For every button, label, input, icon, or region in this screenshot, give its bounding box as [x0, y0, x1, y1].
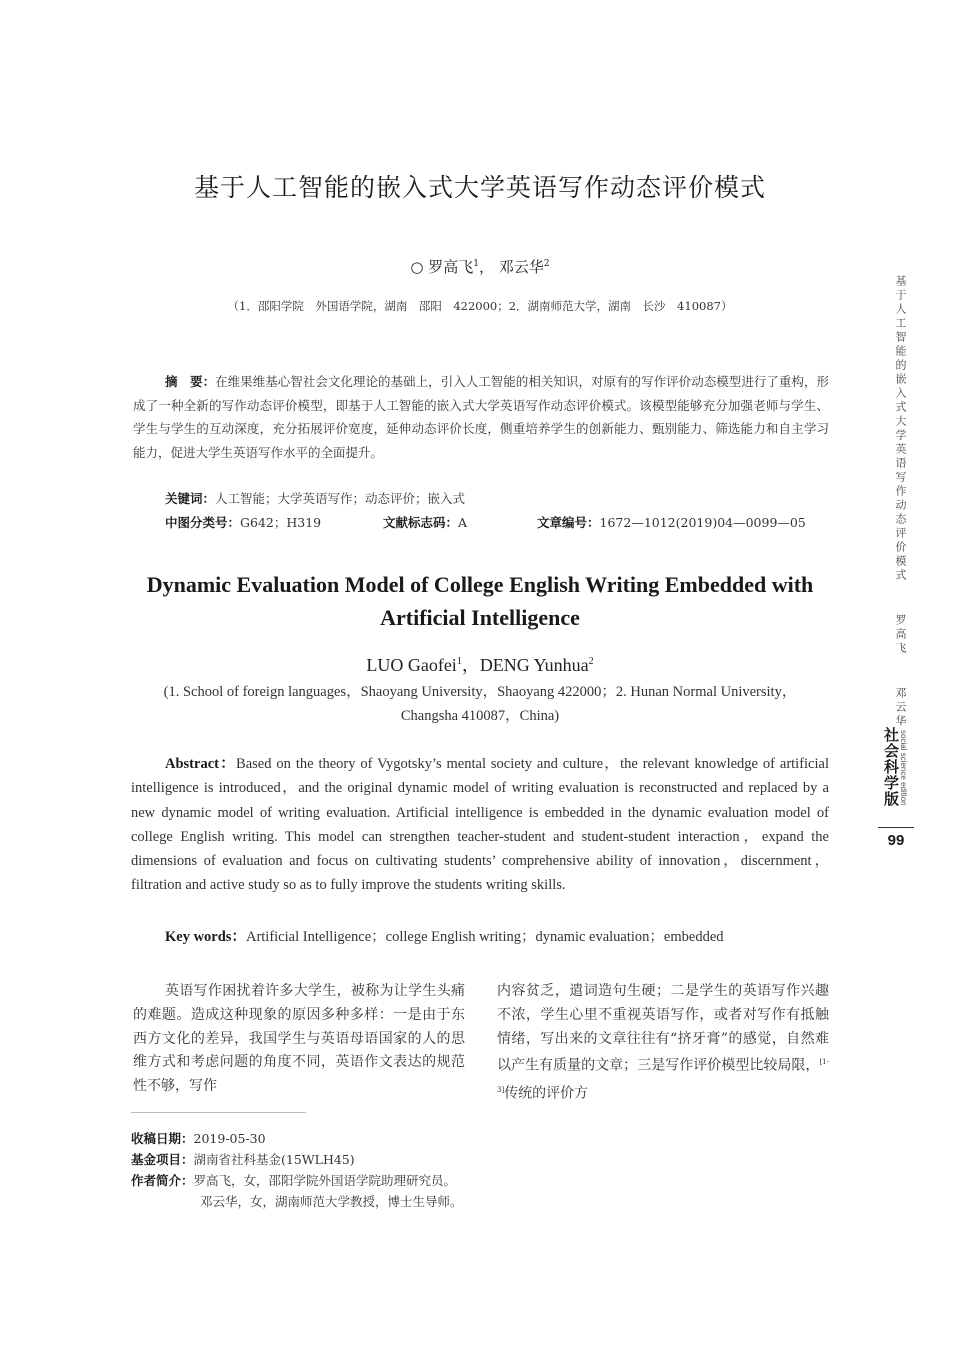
running-author-1: 罗高飞: [894, 614, 907, 656]
journal-name: 社会科学版: [882, 727, 900, 807]
fund-project: 基金项目：湖南省社科基金(15WLH45): [131, 1152, 355, 1167]
footnote-divider: [131, 1112, 306, 1113]
chinese-abstract: [133, 370, 829, 464]
keywords-text-cn: 人工智能；大学英语写作；动态评价；嵌入式: [215, 491, 466, 506]
abstract-label-cn: 摘 要：: [165, 374, 216, 389]
author-2-sup: 2: [543, 259, 550, 269]
author-1-en: LUO Gaofei: [366, 655, 457, 675]
body-column-right: [497, 980, 829, 1106]
english-authors: [0, 651, 960, 677]
author-en-sep: ，: [461, 655, 480, 675]
author-2-en: DENG Yunhua: [479, 655, 589, 675]
abstract-text-en: Based on the theory of Vygotsky’s mental society and culture，the relevant knowledge of artificial intelligence is introduced，and the original dynamic model of writing evaluation is reconstructed and replaced by a new dynamic model of writing evaluation. Artificial intelligence is embedded in the dynamic evaluation model of college English writing. This model can strengthen teacher-student and student-student interaction，expand the dimensions of evaluation and focus on cultivating students’ comprehensive ability of innovation，discernment，filtration and active study so as to fully improve the students writing skills.: [131, 756, 829, 894]
english-keywords: [165, 925, 724, 946]
running-author-2: 邓云华: [894, 687, 907, 729]
author-bio: 作者简介：罗高飞，女，邵阳学院外国语学院助理研究员。: [131, 1173, 457, 1188]
keywords-label-cn: 关键词：: [165, 491, 216, 506]
author-sep: ，: [479, 258, 495, 276]
english-title: Dynamic Evaluation Model of College English Writing Embedded with Artificial Intelligence: [146, 572, 814, 630]
chinese-authors: [0, 256, 960, 277]
body-right-tail: 传统的评价方: [504, 1085, 589, 1102]
author-marker: ○: [410, 258, 424, 276]
english-abstract: [131, 752, 829, 898]
page-number: 99: [887, 832, 905, 849]
author-1-en-sup: 1: [456, 656, 462, 667]
clc-code: 中图分类号：G642；H319: [165, 515, 322, 530]
author-2-en-sup: 2: [588, 656, 594, 667]
document-code: 文献标志码：A: [383, 515, 468, 530]
author-1-cn: 罗高飞: [428, 258, 474, 276]
body-column-left: 英语写作困扰着许多大学生，被称为让学生头痛的难题。造成这种现象的原因多种多样：一是由于东西方文化的差异，我国学生与英语母语国家的人的思维方式和考虑问题的角度不同，英语作文表达的规范性不够，写作: [133, 983, 465, 1095]
body-right-text: 内容贫乏，遣词造句生硬；二是学生的英语写作兴趣不浓，学生心里不重视英语写作，或者对写作有抵触情绪，写出来的文章往往有“挤牙膏”的感觉，自然难以产生有质量的文章；三是写作评价模型比较局限，: [497, 983, 829, 1075]
abstract-label-en: Abstract：: [165, 756, 237, 772]
keywords-text-en: Artificial Intelligence；college English writing；dynamic evaluation；embedded: [245, 929, 724, 945]
page-number-divider: [878, 827, 914, 828]
abstract-text-cn: 在维果维基心智社会文化理论的基础上，引入人工智能的相关知识，对原有的写作评价动态模型进行了重构，形成了一种全新的写作动态评价模型，即基于人工智能的嵌入式大学英语写作动态评价模式。该模型能够充分加强老师与学生、学生与学生的互动深度，充分拓展评价宽度，延伸动态评价长度，侧重培养学生的创新能力、甄别能力、筛选能力和自主学习能力，促进大学生英语写作水平的全面提升。: [133, 374, 829, 460]
author-1-sup: 1: [473, 259, 480, 269]
running-title: 基于人工智能的嵌入式大学英语写作动态评价模式: [894, 275, 907, 583]
chinese-affiliations: （1．邵阳学院 外国语学院，湖南 邵阳 422000；2．湖南师范大学，湖南 长沙 410087）: [227, 299, 733, 313]
author-2-cn: 邓云华: [498, 258, 544, 276]
citation: [1-3]: [497, 1058, 829, 1094]
chinese-keywords: [165, 489, 465, 507]
english-affiliations: (1. School of foreign languages，Shaoyang University，Shaoyang 422000；2. Hunan Normal University，Changsha 410087，China): [163, 684, 797, 724]
keywords-label-en: Key words：: [165, 929, 246, 945]
received-date: 收稿日期：2019-05-30: [131, 1131, 266, 1146]
article-number: 文章编号：1672—1012(2019)04—0099—05: [537, 515, 806, 530]
author-bio-2: 邓云华，女，湖南师范大学教授，博士生导师。: [200, 1194, 463, 1209]
footnotes: [131, 1128, 463, 1212]
chinese-title: 基于人工智能的嵌入式大学英语写作动态评价模式: [193, 173, 766, 202]
journal-subtitle: social science edition: [899, 730, 908, 806]
running-header-vertical: [888, 275, 908, 729]
